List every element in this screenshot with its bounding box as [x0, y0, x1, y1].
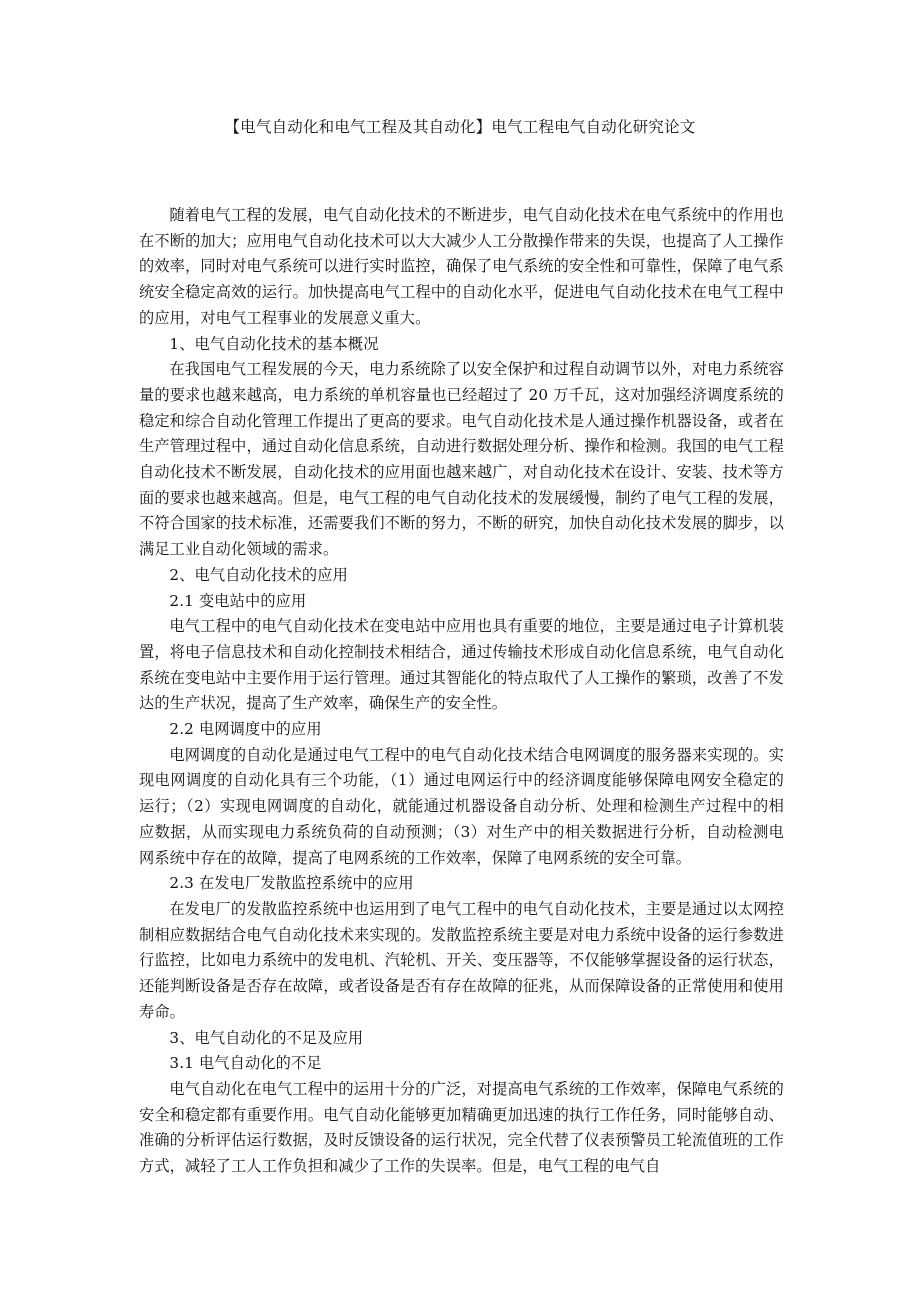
section-2-1-heading: 2.1 变电站中的应用	[169, 591, 307, 610]
section-2-heading: 2、电气自动化技术的应用	[169, 565, 348, 584]
section-2-3-paragraph: 在发电厂的发散监控系统中也运用到了电气工程中的电气自动化技术，主要是通过以太网控制相应数据结合电气自动化技术来实现的。发散监控系统主要是对电力系统中设备的运行参数进行监控，比如电力系统中的发电机、汽轮机、开关、变压器等，不仅能够掌握设备的运行状态，还能判断设备是否存在故障，或者设备是否有存在故障的征兆，从而保障设备的正常使用和使用寿命。	[139, 899, 784, 1021]
document-title: 【电气自动化和电气工程及其自动化】电气工程电气自动化研究论文	[224, 118, 696, 136]
section-3-heading: 3、电气自动化的不足及应用	[169, 1028, 364, 1047]
section-2-1-paragraph: 电气工程中的电气自动化技术在变电站中应用也具有重要的地位，主要是通过电子计算机装置，将电子信息技术和自动化控制技术相结合，通过传输技术形成自动化信息系统，电气自动化系统在变电站中主要作用于运行管理。通过其智能化的特点取代了人工操作的繁琐，改善了不发达的生产状况，提高了生产效率，确保生产的安全性。	[139, 617, 784, 713]
section-3-1-heading: 3.1 电气自动化的不足	[169, 1054, 322, 1073]
section-2-3-heading: 2.3 在发电厂发散监控系统中的应用	[169, 874, 414, 893]
section-2-2-heading: 2.2 电网调度中的应用	[169, 720, 322, 739]
section-1-paragraph: 在我国电气工程发展的今天，电力系统除了以安全保护和过程自动调节以外，对电力系统容量的要求也越来越高，电力系统的单机容量也已经超过了 20 万千瓦，这对加强经济调度系统的稳定和综合自动化管理工作提出了更高的要求。电气自动化技术是人通过操作机器设备，或者在生产管理过程中，通过自动化信息系统，自动进行数据处理分析、操作和检测。我国的电气工程自动化技术不断发展，自动化技术的应用面也越来越广，对自动化技术在设计、安装、技术等方面的要求也越来越高。但是，电气工程的电气自动化技术的发展缓慢，制约了电气工程的发展，不符合国家的技术标准，还需要我们不断的努力，不断的研究，加快自动化技术发展的脚步，以满足工业自动化领域的需求。	[139, 360, 784, 559]
document-body	[139, 203, 784, 1180]
section-3-1-paragraph: 电气自动化在电气工程中的运用十分的广泛，对提高电气系统的工作效率，保障电气系统的安全和稳定都有重要作用。电气自动化能够更加精确更加迅速的执行工作任务，同时能够自动、准确的分析评估运行数据，及时反馈设备的运行状况，完全代替了仪表预警员工轮流值班的工作方式，减轻了工人工作负担和减少了工作的失误率。但是，电气工程的电气自	[139, 1079, 784, 1176]
section-1-heading: 1、电气自动化技术的基本概况	[169, 334, 379, 353]
intro-paragraph: 随着电气工程的发展，电气自动化技术的不断进步，电气自动化技术在电气系统中的作用也在不断的加大；应用电气自动化技术可以大大减少人工分散操作带来的失误，也提高了人工操作的效率，同时对电气系统可以进行实时监控，确保了电气系统的安全性和可靠性，保障了电气系统安全稳定高效的运行。加快提高电气工程中的自动化水平，促进电气自动化技术在电气工程中的应用，对电气工程事业的发展意义重大。	[139, 206, 784, 327]
section-2-2-paragraph: 电网调度的自动化是通过电气工程中的电气自动化技术结合电网调度的服务器来实现的。实现电网调度的自动化具有三个功能，（1）通过电网运行中的经济调度能够保障电网安全稳定的运行；（2）实现电网调度的自动化，就能通过机器设备自动分析、处理和检测生产过程中的相应数据，从而实现电力系统负荷的自动预测；（3）对生产中的相关数据进行分析，自动检测电网系统中存在的故障，提高了电网系统的工作效率，保障了电网系统的安全可靠。	[139, 745, 784, 867]
